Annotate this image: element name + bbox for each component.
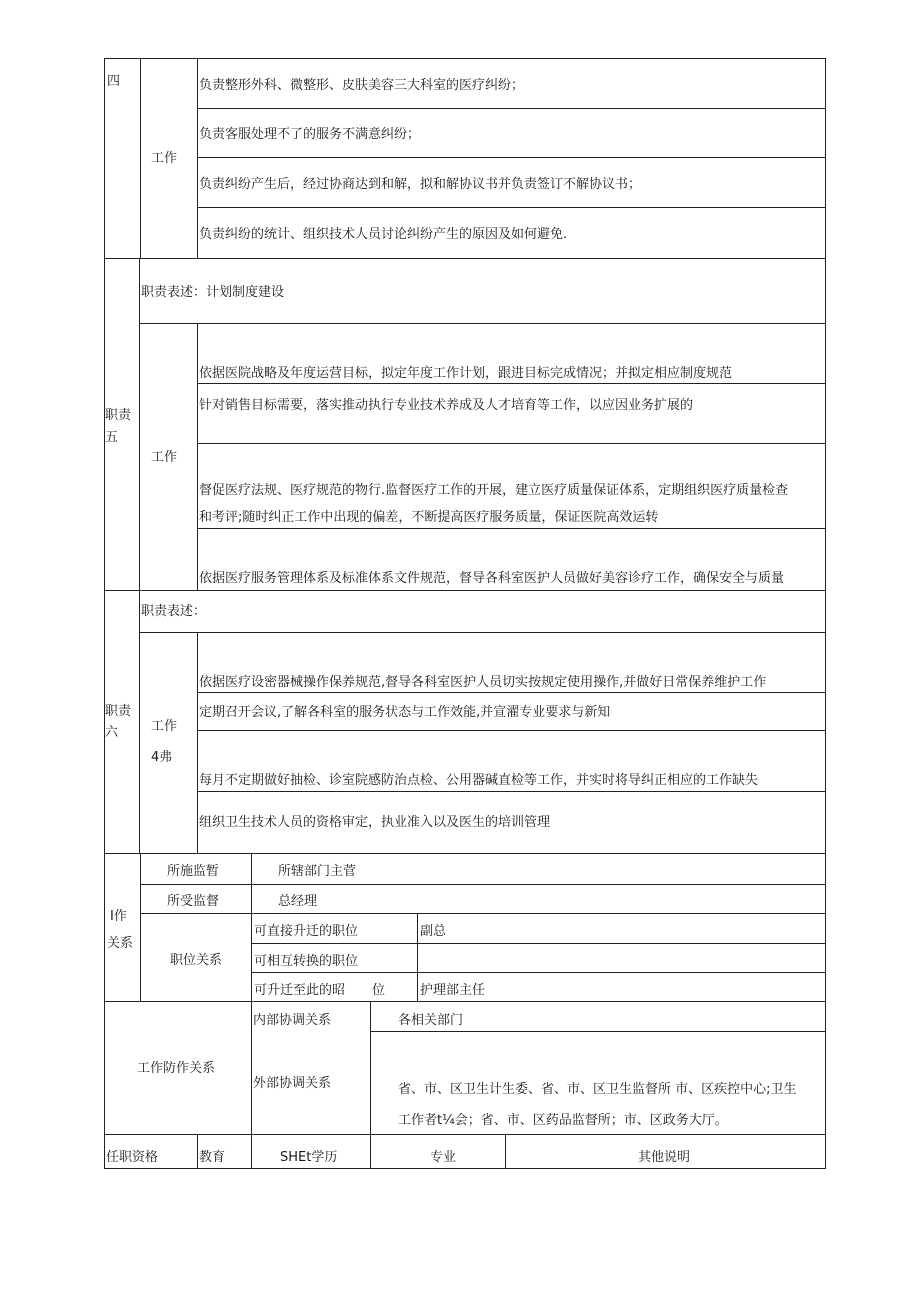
duty-five-item: 依据医院战略及年度运营目标，拟定年度工作计划，跟进目标完成情况；并拟定相应制度规范 (199, 366, 733, 381)
internal-coordination-label: 内部协调关系 (253, 1013, 332, 1028)
duty-four-item: 负责纠纷产生后，经过协商达到和解，拟和解协议书并负责签订不解协议书； (199, 177, 642, 192)
duty-six-work-label: 工作 (151, 719, 178, 734)
duty-six-item: 定期召开会议,了解各科室的服务状态与工作效能,并宣濯专业要求与新知 (199, 705, 611, 720)
duty-four-item: 负责客服处理不了的服务不满意纠纷； (199, 127, 421, 142)
duty-six-item: 组织卫生技术人员的资格审定，执业准入以及医生的培训管理 (199, 815, 551, 830)
swap-label: 可相互转换的职位 (254, 954, 359, 969)
position-relations-label: 职位关系 (170, 953, 223, 968)
duty-five-item: 依据医疗服务管理体系及标准体系文件规范，督导各科室医护人员做好美容诊疗工作，确保安全与质量 (199, 571, 785, 586)
external-coordination-value-continued: 工作者t¼会；省、市、区药品监督所；市、区政务大厅。 (398, 1113, 728, 1128)
duty-five-work-label: 工作 (151, 450, 178, 465)
duty-five-label-number: 五 (105, 430, 119, 445)
duty-six-work-sublabel: 4弗 (151, 750, 173, 765)
major-header: 专业 (430, 1150, 457, 1165)
duty-five-description: 职责表述：计划制度建设 (141, 285, 285, 300)
duty-five-item-continued: 和考评;随时纠正工作中出现的偏差，不断提高医疗服务质量，保证医院高效运转 (199, 510, 659, 525)
coordination-label: 工作防作关系 (137, 1061, 216, 1076)
promote-from-label: 可升迁至此的昭 (254, 983, 346, 998)
duty-six-item: 依据医疗设密器械操作保养规范,督导各科室医护人员切实按规定使用操作,并做好日常保养维护工作 (199, 675, 767, 690)
promote-from-label-suffix: 位 (372, 983, 386, 998)
duty-four-item: 负责整形外科、微整形、皮肤美容三大科室的医疗纠纷； (199, 78, 525, 93)
relations-label: I作 (110, 909, 127, 924)
internal-coordination-value: 各相关部门 (398, 1013, 464, 1028)
supervised-by-value: 总经理 (278, 894, 318, 909)
external-coordination-label: 外部协调关系 (253, 1076, 332, 1091)
relations-label-line2: 关系 (107, 936, 134, 951)
promote-to-value: 副总 (420, 924, 447, 939)
duty-six-label-number: 六 (105, 725, 119, 740)
duty-five-item: 督促医疗法规、医疗规范的物行.监督医疗工作的开展，建立医疗质量保证体系，定期组织医疗质量检查 (199, 483, 789, 498)
duty-five-label: 职责 (105, 408, 132, 423)
other-notes-header: 其他说明 (638, 1150, 691, 1165)
duty-four-work-label: 工作 (151, 151, 178, 166)
duty-six-description: 职责表述： (141, 604, 207, 619)
duty-five-item: 针对销售目标需要，落实推动执行专业技术养成及人才培育等工作，以应因业务扩展的 (199, 398, 694, 413)
duty-six-label: 职责 (105, 704, 132, 719)
promote-from-value: 护理部主任 (420, 983, 486, 998)
supervise-value: 所辖部门主菅 (278, 864, 357, 879)
duty-four-label: 四 (107, 74, 121, 89)
supervised-by-label: 所受监督 (167, 894, 220, 909)
duty-six-item: 每月不定期做好抽检、诊室院感防治点检、公用器碱直检等工作，并实时将导纠正相应的工作缺失 (199, 773, 759, 788)
duty-four-item: 负责纠纷的统计、组织技术人员讨论纠纷产生的原因及如何避免. (199, 227, 568, 242)
supervise-label: 所施监暂 (167, 864, 220, 879)
degree-header: SHEt学历 (280, 1150, 338, 1165)
promote-to-label: 可直接升迁的职位 (254, 924, 359, 939)
external-coordination-value: 省、市、区卫生计生委、省、市、区卫生监督所 市、区疾控中心;卫生 (398, 1082, 797, 1097)
qualification-label: 任职资格 (106, 1150, 159, 1165)
education-header: 教育 (199, 1150, 226, 1165)
